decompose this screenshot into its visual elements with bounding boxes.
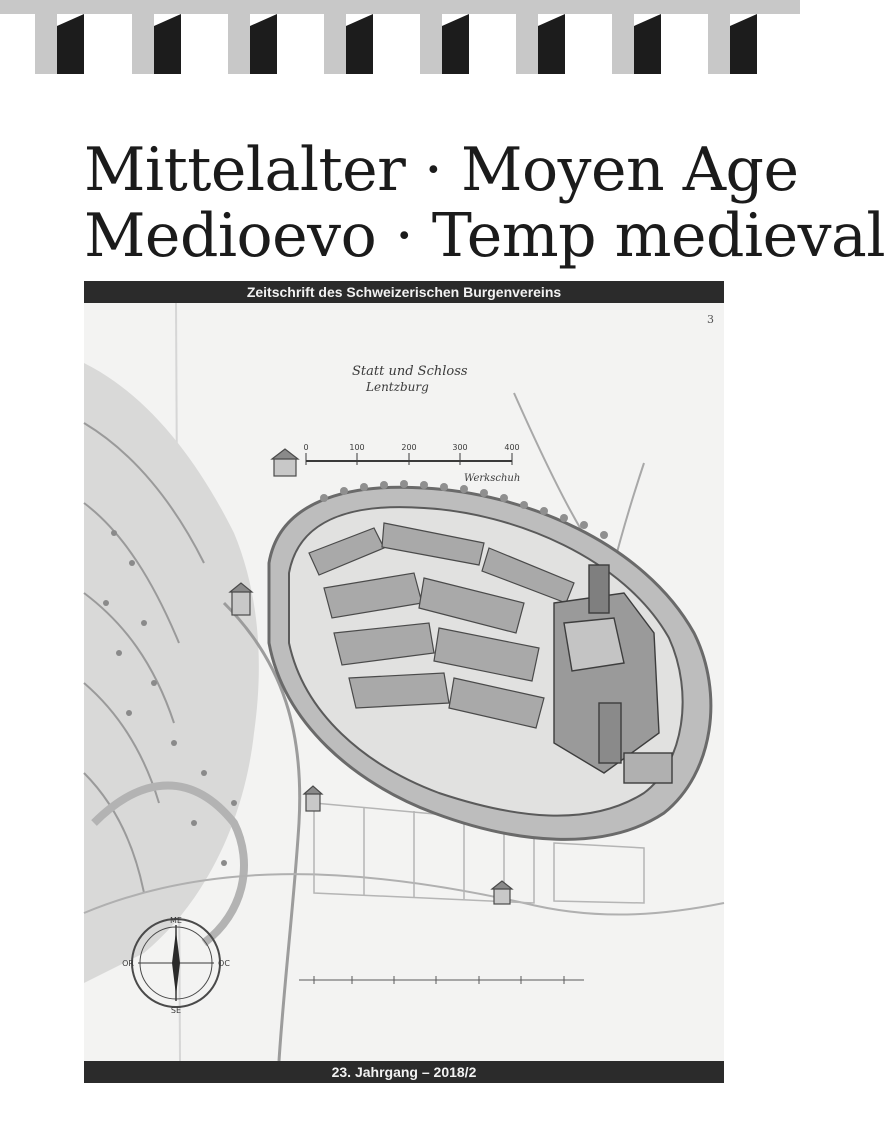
- compass-north: ME: [170, 916, 182, 925]
- scale-tick-100: 100: [349, 443, 365, 452]
- subtitle-bar: Zeitschrift des Schweizerischen Burgenvereins: [84, 281, 724, 303]
- map-caption-line-2: Lentzburg: [366, 380, 429, 394]
- compass-west: OR: [122, 959, 134, 968]
- compass-south: SE: [170, 1006, 182, 1015]
- map-caption-line-1: Statt und Schloss: [352, 364, 468, 379]
- corner-number: 3: [707, 313, 714, 326]
- scale-tick-200: 200: [401, 443, 417, 452]
- top-gray-band: [0, 0, 800, 14]
- scale-tick-400: 400: [504, 443, 520, 452]
- cover-illustration-map: [84, 303, 724, 1061]
- decorative-stripe-row: [0, 14, 800, 74]
- scale-tick-0: 0: [303, 443, 309, 452]
- scale-tick-300: 300: [452, 443, 468, 452]
- compass-east: OC: [218, 959, 230, 968]
- issue-bar: 23. Jahrgang – 2018/2: [84, 1061, 724, 1083]
- scale-unit: Werkschuh: [464, 473, 521, 484]
- title-line-1: Mittelalter · Moyen Age: [84, 135, 799, 205]
- title-line-2: Medioevo · Temp medieval: [84, 201, 885, 271]
